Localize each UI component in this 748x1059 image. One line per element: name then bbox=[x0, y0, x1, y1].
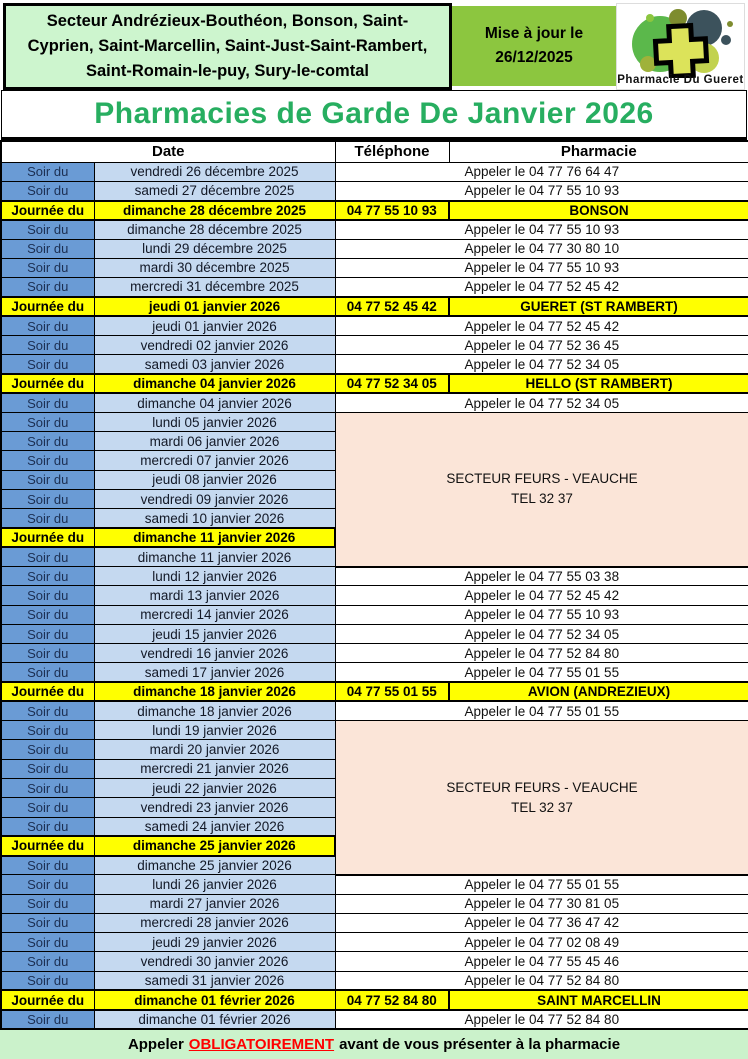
schedule-table-body bbox=[1, 162, 748, 1029]
table-row bbox=[1, 913, 748, 932]
table-row bbox=[1, 1010, 748, 1029]
table-row bbox=[1, 644, 748, 663]
row-period-label: Soir du bbox=[1, 316, 94, 335]
column-header-date: Date bbox=[1, 141, 335, 162]
row-date: mercredi 31 décembre 2025 bbox=[94, 278, 335, 297]
table-row bbox=[1, 278, 748, 297]
sector-feurs-veauche-note bbox=[335, 721, 748, 875]
row-date: mercredi 28 janvier 2026 bbox=[94, 913, 335, 932]
row-period-label: Soir du bbox=[1, 470, 94, 489]
table-row bbox=[1, 663, 748, 682]
footer-post: avant de vous présenter à la pharmacie bbox=[339, 1035, 621, 1053]
row-date: jeudi 01 janvier 2026 bbox=[94, 297, 335, 316]
table-row bbox=[1, 374, 748, 393]
row-date: lundi 05 janvier 2026 bbox=[94, 412, 335, 431]
row-period-label: Soir du bbox=[1, 355, 94, 374]
row-date: dimanche 11 janvier 2026 bbox=[94, 528, 335, 547]
row-call-instruction: Appeler le 04 77 52 36 45 bbox=[335, 335, 748, 354]
table-row bbox=[1, 971, 748, 990]
table-row bbox=[1, 239, 748, 258]
row-period-label: Soir du bbox=[1, 933, 94, 952]
update-label: Mise à jour le bbox=[484, 25, 584, 42]
row-call-instruction: Appeler le 04 77 52 34 05 bbox=[335, 355, 748, 374]
row-period-label: Soir du bbox=[1, 701, 94, 720]
row-period-label: Journée du bbox=[1, 297, 94, 316]
row-date: jeudi 29 janvier 2026 bbox=[94, 933, 335, 952]
row-date: samedi 03 janvier 2026 bbox=[94, 355, 335, 374]
table-row bbox=[1, 162, 748, 181]
row-call-instruction: Appeler le 04 77 52 84 80 bbox=[335, 1010, 748, 1029]
row-period-label: Soir du bbox=[1, 894, 94, 913]
row-period-label: Soir du bbox=[1, 181, 94, 200]
table-row bbox=[1, 721, 748, 740]
column-header-pharmacy: Pharmacie bbox=[449, 141, 748, 162]
row-date: dimanche 25 janvier 2026 bbox=[94, 856, 335, 875]
table-row bbox=[1, 875, 748, 894]
row-period-label: Soir du bbox=[1, 239, 94, 258]
row-date: mercredi 21 janvier 2026 bbox=[94, 759, 335, 778]
row-date: jeudi 15 janvier 2026 bbox=[94, 624, 335, 643]
row-period-label: Soir du bbox=[1, 913, 94, 932]
row-period-label: Soir du bbox=[1, 586, 94, 605]
row-call-instruction: Appeler le 04 77 55 03 38 bbox=[335, 567, 748, 586]
row-date: dimanche 28 décembre 2025 bbox=[94, 220, 335, 239]
row-date: dimanche 04 janvier 2026 bbox=[94, 374, 335, 393]
table-row bbox=[1, 894, 748, 913]
row-call-instruction: Appeler le 04 77 36 47 42 bbox=[335, 913, 748, 932]
row-date: vendredi 09 janvier 2026 bbox=[94, 490, 335, 509]
row-date: lundi 29 décembre 2025 bbox=[94, 239, 335, 258]
row-period-label: Soir du bbox=[1, 971, 94, 990]
row-call-instruction: Appeler le 04 77 55 01 55 bbox=[335, 663, 748, 682]
row-date: dimanche 25 janvier 2026 bbox=[94, 836, 335, 855]
table-row bbox=[1, 258, 748, 277]
logo-text: Pharmacie Du Gueret bbox=[617, 74, 744, 86]
row-call-instruction: Appeler le 04 77 76 64 47 bbox=[335, 162, 748, 181]
row-date: samedi 10 janvier 2026 bbox=[94, 509, 335, 528]
table-header-row bbox=[1, 141, 748, 162]
row-date: vendredi 02 janvier 2026 bbox=[94, 335, 335, 354]
pharmacy-logo bbox=[616, 3, 745, 90]
table-row bbox=[1, 624, 748, 643]
row-period-label: Journée du bbox=[1, 990, 94, 1009]
row-date: jeudi 08 janvier 2026 bbox=[94, 470, 335, 489]
row-period-label: Soir du bbox=[1, 509, 94, 528]
row-period-label: Soir du bbox=[1, 624, 94, 643]
table-row bbox=[1, 605, 748, 624]
footer-pre: Appeler bbox=[127, 1035, 184, 1053]
row-date: vendredi 23 janvier 2026 bbox=[94, 798, 335, 817]
table-row bbox=[1, 201, 748, 220]
row-date: samedi 31 janvier 2026 bbox=[94, 971, 335, 990]
row-period-label: Soir du bbox=[1, 258, 94, 277]
page-header bbox=[0, 0, 748, 90]
row-period-label: Soir du bbox=[1, 759, 94, 778]
row-date: mardi 30 décembre 2025 bbox=[94, 258, 335, 277]
row-period-label: Journée du bbox=[1, 528, 94, 547]
row-period-label: Soir du bbox=[1, 162, 94, 181]
row-date: samedi 17 janvier 2026 bbox=[94, 663, 335, 682]
table-row bbox=[1, 952, 748, 971]
table-row bbox=[1, 316, 748, 335]
table-row bbox=[1, 586, 748, 605]
table-row bbox=[1, 567, 748, 586]
row-call-instruction: Appeler le 04 77 52 34 05 bbox=[335, 624, 748, 643]
row-date: mardi 13 janvier 2026 bbox=[94, 586, 335, 605]
row-pharmacy: SAINT MARCELLIN bbox=[449, 990, 748, 1009]
table-row bbox=[1, 701, 748, 720]
row-phone: 04 77 55 10 93 bbox=[335, 201, 449, 220]
table-row bbox=[1, 335, 748, 354]
row-period-label: Soir du bbox=[1, 432, 94, 451]
schedule-table bbox=[0, 140, 748, 1030]
row-date: dimanche 18 janvier 2026 bbox=[94, 682, 335, 701]
row-call-instruction: Appeler le 04 77 30 80 10 bbox=[335, 239, 748, 258]
row-period-label: Soir du bbox=[1, 451, 94, 470]
row-date: lundi 19 janvier 2026 bbox=[94, 721, 335, 740]
row-call-instruction: Appeler le 04 77 52 84 80 bbox=[335, 971, 748, 990]
row-call-instruction: Appeler le 04 77 52 84 80 bbox=[335, 644, 748, 663]
table-row bbox=[1, 181, 748, 200]
row-date: jeudi 01 janvier 2026 bbox=[94, 316, 335, 335]
row-call-instruction: Appeler le 04 77 52 45 42 bbox=[335, 316, 748, 335]
row-period-label: Journée du bbox=[1, 682, 94, 701]
row-phone: 04 77 52 45 42 bbox=[335, 297, 449, 316]
row-date: dimanche 04 janvier 2026 bbox=[94, 393, 335, 412]
row-period-label: Soir du bbox=[1, 335, 94, 354]
row-period-label: Soir du bbox=[1, 740, 94, 759]
row-call-instruction: Appeler le 04 77 55 10 93 bbox=[335, 258, 748, 277]
row-period-label: Soir du bbox=[1, 220, 94, 239]
row-call-instruction: Appeler le 04 77 02 08 49 bbox=[335, 933, 748, 952]
row-period-label: Soir du bbox=[1, 721, 94, 740]
row-period-label: Soir du bbox=[1, 952, 94, 971]
row-date: mercredi 07 janvier 2026 bbox=[94, 451, 335, 470]
sector-title: Secteur Andrézieux-Bouthéon, Bonson, Saint-Cyprien, Saint-Marcellin, Saint-Just-Saint-Rambert, Saint-Romain-le-puy, Sury-le-comtal bbox=[3, 3, 452, 90]
row-date: vendredi 30 janvier 2026 bbox=[94, 952, 335, 971]
row-date: dimanche 18 janvier 2026 bbox=[94, 701, 335, 720]
sector-note-line1: SECTEUR FEURS - VEAUCHE bbox=[446, 471, 638, 487]
row-period-label: Soir du bbox=[1, 663, 94, 682]
row-date: lundi 12 janvier 2026 bbox=[94, 567, 335, 586]
row-phone: 04 77 55 01 55 bbox=[335, 682, 449, 701]
row-phone: 04 77 52 84 80 bbox=[335, 990, 449, 1009]
row-pharmacy: BONSON bbox=[449, 201, 748, 220]
page-title: Pharmacies de Garde De Janvier 2026 bbox=[94, 97, 654, 130]
table-row bbox=[1, 297, 748, 316]
row-date: mardi 27 janvier 2026 bbox=[94, 894, 335, 913]
row-date: vendredi 26 décembre 2025 bbox=[94, 162, 335, 181]
sector-feurs-veauche-note bbox=[335, 412, 748, 566]
row-date: lundi 26 janvier 2026 bbox=[94, 875, 335, 894]
row-date: samedi 27 décembre 2025 bbox=[94, 181, 335, 200]
row-call-instruction: Appeler le 04 77 55 10 93 bbox=[335, 181, 748, 200]
table-row bbox=[1, 933, 748, 952]
row-period-label: Soir du bbox=[1, 393, 94, 412]
table-row bbox=[1, 682, 748, 701]
row-call-instruction: Appeler le 04 77 55 10 93 bbox=[335, 605, 748, 624]
row-period-label: Journée du bbox=[1, 374, 94, 393]
update-date: 26/12/2025 bbox=[495, 49, 573, 66]
row-call-instruction: Appeler le 04 77 52 45 42 bbox=[335, 278, 748, 297]
row-phone: 04 77 52 34 05 bbox=[335, 374, 449, 393]
footer-mandatory: OBLIGATOIREMENT bbox=[188, 1035, 335, 1053]
row-pharmacy: AVION (ANDREZIEUX) bbox=[449, 682, 748, 701]
row-date: dimanche 01 février 2026 bbox=[94, 990, 335, 1009]
row-call-instruction: Appeler le 04 77 55 45 46 bbox=[335, 952, 748, 971]
row-call-instruction: Appeler le 04 77 55 10 93 bbox=[335, 220, 748, 239]
sector-note-line2: TEL 32 37 bbox=[511, 491, 573, 507]
row-period-label: Soir du bbox=[1, 779, 94, 798]
row-period-label: Journée du bbox=[1, 201, 94, 220]
row-date: mardi 20 janvier 2026 bbox=[94, 740, 335, 759]
row-pharmacy: GUERET (ST RAMBERT) bbox=[449, 297, 748, 316]
sector-note-line1: SECTEUR FEURS - VEAUCHE bbox=[446, 779, 638, 795]
row-call-instruction: Appeler le 04 77 55 01 55 bbox=[335, 875, 748, 894]
row-period-label: Journée du bbox=[1, 836, 94, 855]
row-pharmacy: HELLO (ST RAMBERT) bbox=[449, 374, 748, 393]
table-row bbox=[1, 412, 748, 431]
row-period-label: Soir du bbox=[1, 547, 94, 566]
row-period-label: Soir du bbox=[1, 644, 94, 663]
row-call-instruction: Appeler le 04 77 55 01 55 bbox=[335, 701, 748, 720]
sector-note-line2: TEL 32 37 bbox=[511, 799, 573, 815]
row-period-label: Soir du bbox=[1, 1010, 94, 1029]
column-header-phone: Téléphone bbox=[335, 141, 449, 162]
row-call-instruction: Appeler le 04 77 30 81 05 bbox=[335, 894, 748, 913]
footer-warning bbox=[0, 1030, 748, 1059]
row-period-label: Soir du bbox=[1, 412, 94, 431]
row-date: vendredi 16 janvier 2026 bbox=[94, 644, 335, 663]
row-call-instruction: Appeler le 04 77 52 45 42 bbox=[335, 586, 748, 605]
pharmacy-cross-icon bbox=[620, 6, 742, 78]
row-date: dimanche 11 janvier 2026 bbox=[94, 547, 335, 566]
row-date: dimanche 01 février 2026 bbox=[94, 1010, 335, 1029]
row-period-label: Soir du bbox=[1, 278, 94, 297]
row-call-instruction: Appeler le 04 77 52 34 05 bbox=[335, 393, 748, 412]
row-period-label: Soir du bbox=[1, 605, 94, 624]
table-row bbox=[1, 393, 748, 412]
row-date: samedi 24 janvier 2026 bbox=[94, 817, 335, 836]
row-period-label: Soir du bbox=[1, 490, 94, 509]
row-period-label: Soir du bbox=[1, 798, 94, 817]
update-box bbox=[452, 6, 616, 86]
row-period-label: Soir du bbox=[1, 567, 94, 586]
row-date: jeudi 22 janvier 2026 bbox=[94, 779, 335, 798]
table-row bbox=[1, 355, 748, 374]
row-date: mercredi 14 janvier 2026 bbox=[94, 605, 335, 624]
row-period-label: Soir du bbox=[1, 817, 94, 836]
title-bar bbox=[1, 90, 747, 140]
row-date: mardi 06 janvier 2026 bbox=[94, 432, 335, 451]
row-period-label: Soir du bbox=[1, 856, 94, 875]
row-date: dimanche 28 décembre 2025 bbox=[94, 201, 335, 220]
table-row bbox=[1, 990, 748, 1009]
row-period-label: Soir du bbox=[1, 875, 94, 894]
table-row bbox=[1, 220, 748, 239]
